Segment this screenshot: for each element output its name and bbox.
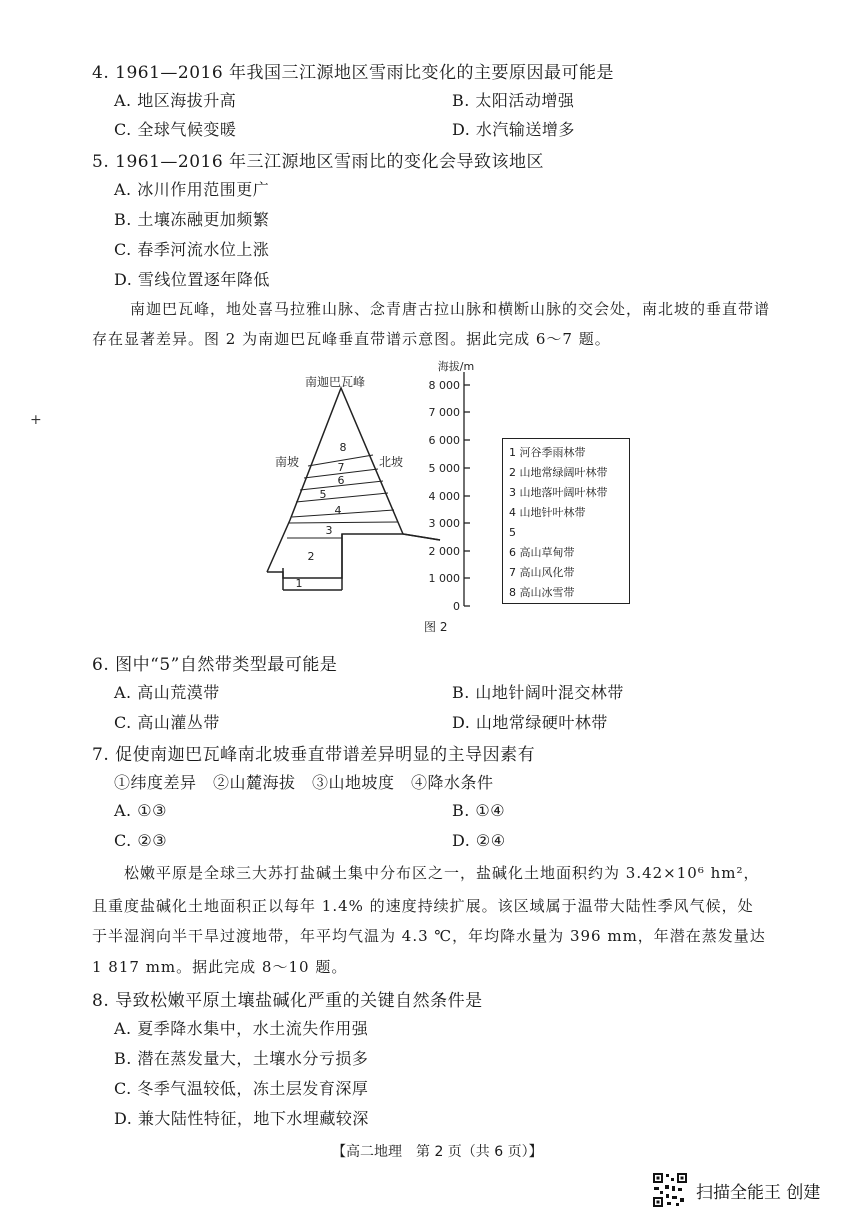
zone-number-7: 7 (337, 461, 345, 474)
tick-label: 0 (453, 600, 460, 613)
q5-option-c: C. 春季河流水位上涨 (114, 240, 270, 259)
q6-option-b: B. 山地针阔叶混交林带 (452, 683, 624, 702)
q4-stem: 4. 1961—2016 年我国三江源地区雪雨比变化的主要原因最可能是 (92, 63, 615, 83)
q4-option-b: B. 太阳活动增强 (452, 91, 575, 110)
passage2-line3: 于半湿润向半干旱过渡地带，年平均气温为 4.3 ℃，年均降水量为 396 mm，年潜在蒸发量达 (92, 927, 766, 945)
q8-option-c: C. 冬季气温较低，冻土层发育深厚 (114, 1079, 369, 1098)
q5-option-b: B. 土壤冻融更加频繁 (114, 210, 270, 229)
legend-item: 3 山地落叶阔叶林带 (509, 486, 608, 499)
passage2-line2: 且重度盐碱化土地面积正以每年 1.4% 的速度持续扩展。该区域属于温带大陆性季风气候，处 (92, 897, 754, 915)
legend-item: 6 高山草甸带 (509, 546, 575, 559)
legend-item: 2 山地常绿阔叶林带 (509, 466, 608, 479)
legend-item: 8 高山冰雪带 (509, 586, 575, 599)
q5-option-a: A. 冰川作用范围更广 (114, 180, 270, 199)
zone-number-4: 4 (334, 504, 342, 517)
south-slope-label: 南坡 (275, 455, 300, 469)
q8-option-b: B. 潜在蒸发量大，土壤水分亏损多 (114, 1049, 369, 1068)
tick-label: 2 000 (428, 545, 460, 558)
zone-number-6: 6 (337, 474, 345, 487)
q7-option-b: B. ①④ (452, 801, 506, 820)
tick-label: 7 000 (428, 406, 460, 419)
tick-label: 1 000 (428, 572, 460, 585)
legend-item: 1 河谷季雨林带 (509, 446, 586, 459)
figure-caption: 图 2 (424, 620, 448, 634)
q7-option-d: D. ②④ (452, 831, 506, 850)
mountain-outline (267, 388, 440, 590)
q8-option-a: A. 夏季降水集中，水土流失作用强 (114, 1019, 369, 1038)
zone-number-8: 8 (339, 441, 347, 454)
q4-option-a: A. 地区海拔升高 (114, 91, 237, 110)
zone-number-5: 5 (319, 488, 327, 501)
q7-factors: ①纬度差异 ②山麓海拔 ③山地坡度 ④降水条件 (114, 773, 494, 792)
q8-stem: 8. 导致松嫩平原土壤盐碱化严重的关键自然条件是 (92, 991, 483, 1011)
peak-label: 南迦巴瓦峰 (305, 375, 366, 389)
scanner-watermark (652, 1170, 820, 1210)
q5-stem: 5. 1961—2016 年三江源地区雪雨比的变化会导致该地区 (92, 152, 545, 172)
tick-label: 6 000 (428, 434, 460, 447)
tick-label: 3 000 (428, 517, 460, 530)
legend-item: 4 山地针叶林带 (509, 506, 586, 519)
tick-label: 4 000 (428, 490, 460, 503)
qr-code-icon (652, 1172, 688, 1208)
q6-option-c: C. 高山灌丛带 (114, 713, 220, 732)
q7-stem: 7. 促使南迦巴瓦峰南北坡垂直带谱差异明显的主导因素有 (92, 745, 536, 765)
legend-item: 7 高山风化带 (509, 566, 575, 579)
binding-mark: + (30, 412, 42, 428)
q6-option-a: A. 高山荒漠带 (114, 683, 220, 702)
passage2-line1: 松嫩平原是全球三大苏打盐碱土集中分布区之一，盐碱化土地面积约为 3.42×10⁶ hm²， (124, 864, 760, 882)
watermark-text: 扫描全能王 创建 (696, 1182, 821, 1203)
q7-option-a: A. ①③ (114, 801, 167, 820)
q4-option-d: D. 水汽输送增多 (452, 120, 575, 139)
north-slope-label: 北坡 (379, 455, 404, 469)
passage1-line2: 存在显著差异。图 2 为南迦巴瓦峰垂直带谱示意图。据此完成 6～7 题。 (92, 330, 611, 348)
tick-label: 8 000 (428, 379, 460, 392)
q4-option-c: C. 全球气候变暖 (114, 120, 237, 139)
zone-number-1: 1 (295, 577, 303, 590)
page-footer: 【高二地理 第 2 页（共 6 页）】 (332, 1144, 543, 1160)
q6-option-d: D. 山地常绿硬叶林带 (452, 713, 608, 732)
q6-stem: 6. 图中“5”自然带类型最可能是 (92, 655, 338, 675)
axis-title: 海拔/m (437, 360, 475, 373)
zone-number-2: 2 (307, 550, 315, 563)
zone-number-3: 3 (325, 524, 333, 537)
passage1-line1: 南迦巴瓦峰，地处喜马拉雅山脉、念青唐古拉山脉和横断山脉的交会处，南北坡的垂直带谱 (130, 300, 771, 318)
q7-option-c: C. ②③ (114, 831, 168, 850)
q5-option-d: D. 雪线位置逐年降低 (114, 270, 270, 289)
zone-legend (502, 438, 630, 604)
q8-option-d: D. 兼大陆性特征，地下水埋藏较深 (114, 1109, 369, 1128)
altitude-axis (464, 372, 470, 606)
tick-label: 5 000 (428, 462, 460, 475)
legend-item: 5 (509, 526, 516, 539)
passage2-line4: 1 817 mm。据此完成 8～10 题。 (92, 958, 348, 976)
